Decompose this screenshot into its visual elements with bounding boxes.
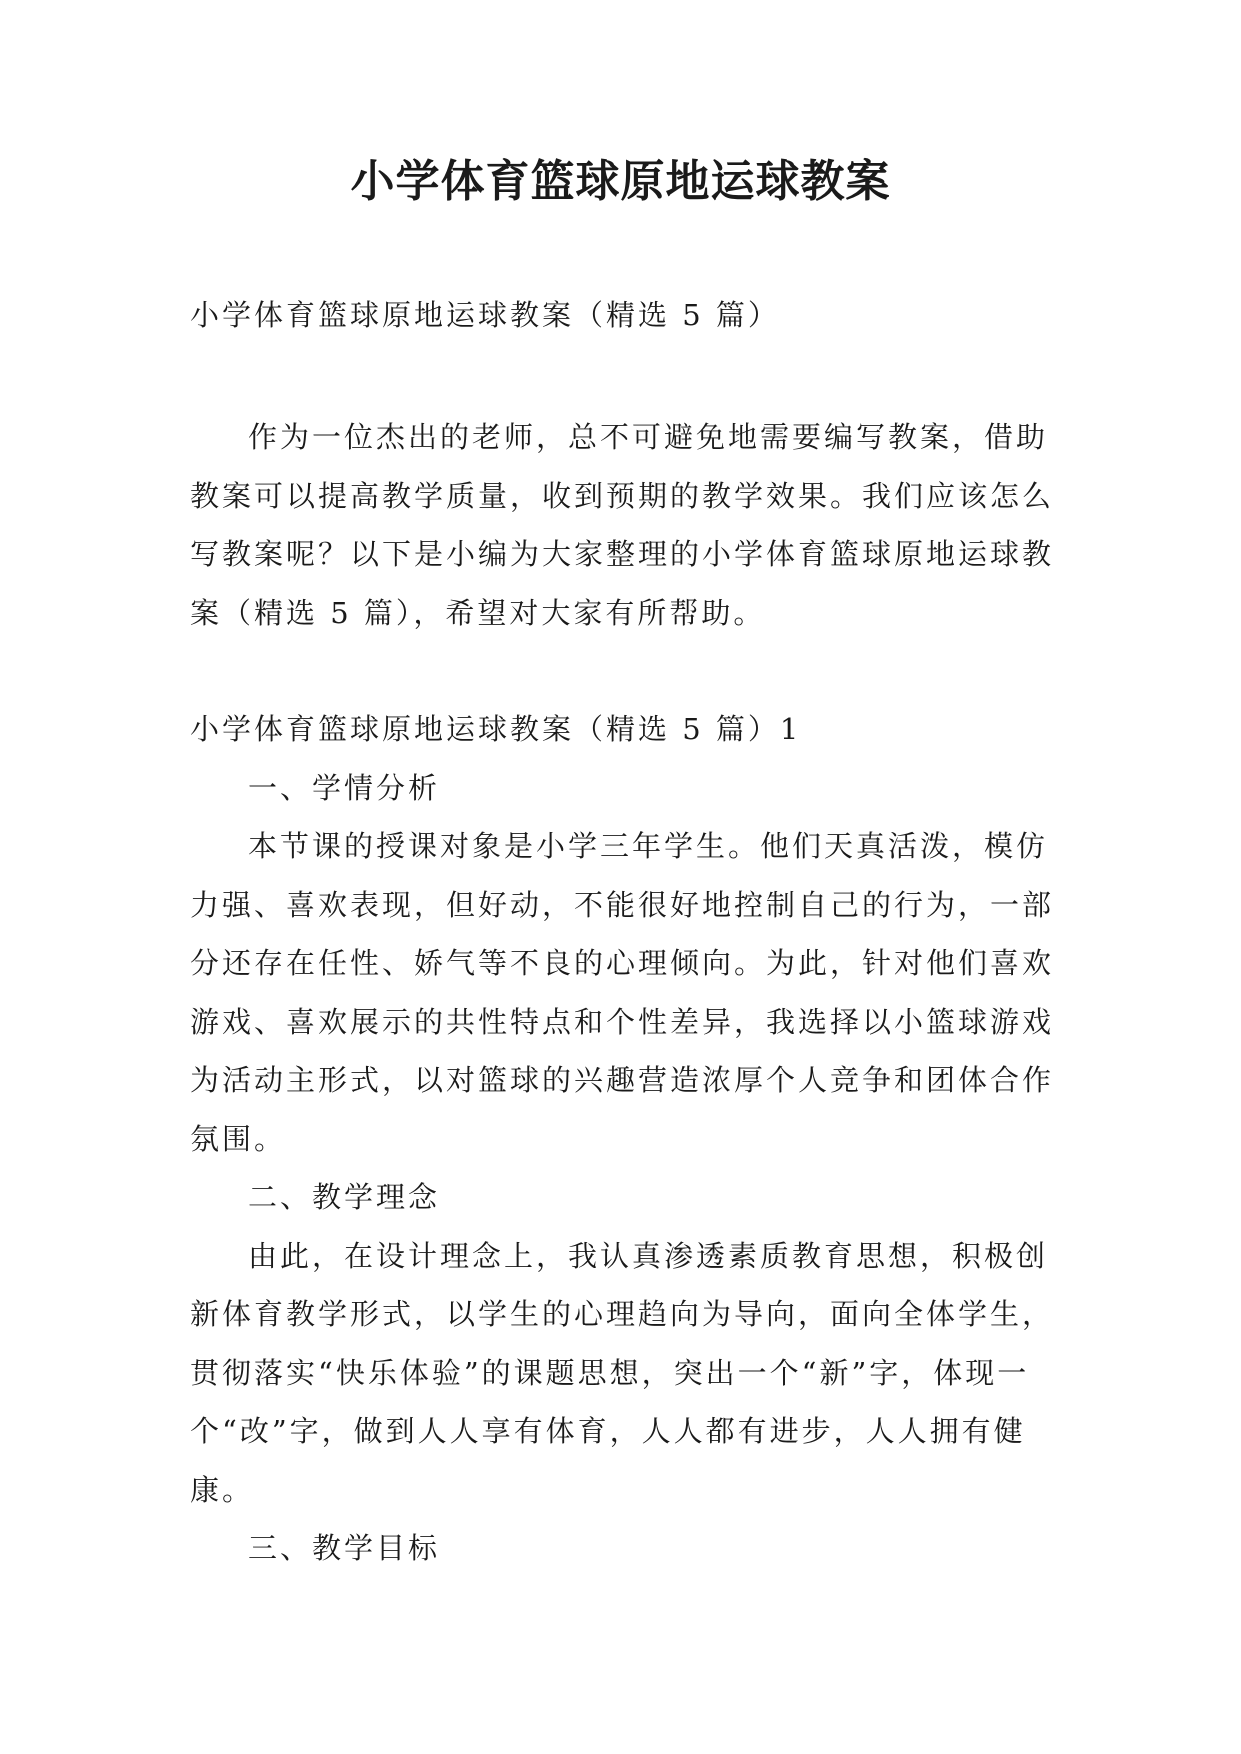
intro-paragraph: 作为一位杰出的老师，总不可避免地需要编写教案，借助教案可以提高教学质量，收到预期的教学效果。我们应该怎么写教案呢？以下是小编为大家整理的小学体育篮球原地运球教案（精选 5 篇），希望对大家有所帮助。: [190, 420, 1055, 630]
document-subtitle: 小学体育篮球原地运球教案（精选 5 篇）: [190, 298, 780, 332]
paragraph-student-analysis: 本节课的授课对象是小学三年学生。他们天真活泼，模仿力强、喜欢表现，但好动，不能很好地控制自己的行为，一部分还存在任性、娇气等不良的心理倾向。为此，针对他们喜欢游戏、喜欢展示的共性特点和个性差异，我选择以小篮球游戏为活动主形式，以对篮球的兴趣营造浓厚个人竞争和团体合作氛围。: [190, 829, 1055, 1156]
heading-teaching-objectives: 三、教学目标: [248, 1531, 441, 1565]
section-title: 小学体育篮球原地运球教案（精选 5 篇）1: [190, 712, 802, 746]
heading-student-analysis: 一、学情分析: [248, 770, 441, 805]
document-title: 小学体育篮球原地运球教案: [350, 156, 891, 207]
heading-teaching-philosophy: 二、教学理念: [248, 1180, 441, 1214]
paragraph-teaching-philosophy: 由此，在设计理念上，我认真渗透素质教育思想，积极创新体育教学形式，以学生的心理趋向为导向，面向全体学生，贯彻落实“快乐体验”的课题思想，突出一个“新”字，体现一个“改”字，做到人人享有体育，人人都有进步，人人拥有健康。: [190, 1238, 1055, 1507]
lesson-plan-section: [190, 700, 1070, 1578]
